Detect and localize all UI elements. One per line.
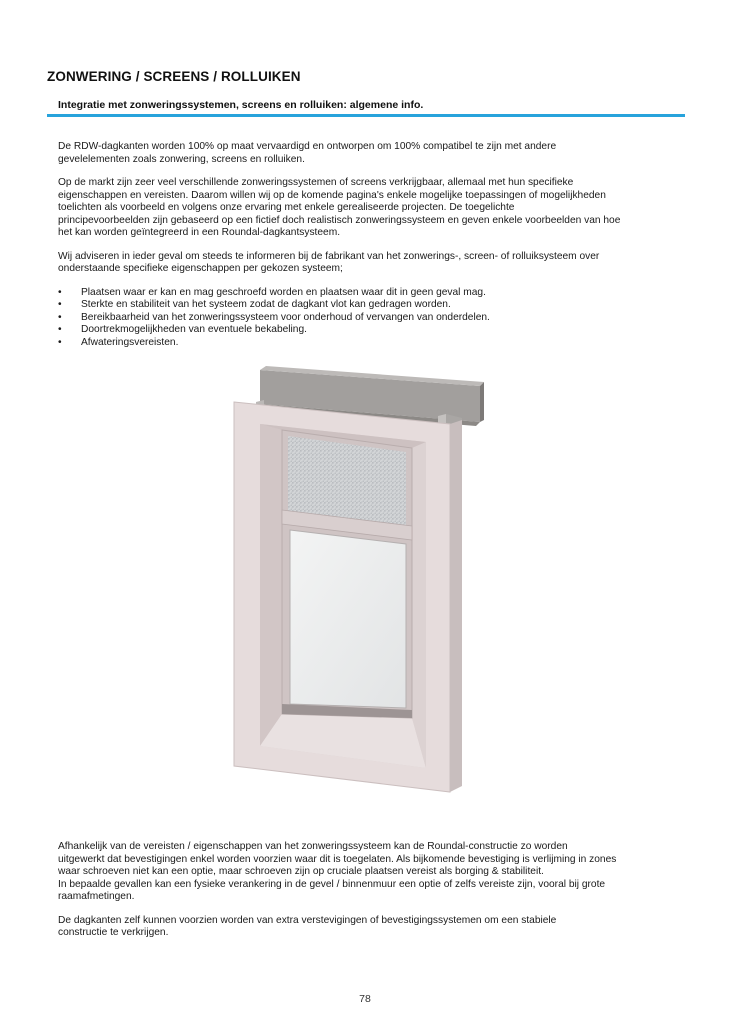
list-item: [58, 337, 688, 350]
page-title: ZONWERING / SCREENS / ROLLUIKEN: [47, 69, 301, 84]
list-item-text: Plaatsen waar er kan en mag geschroefd worden en plaatsen waar dit in geen geval mag.: [81, 286, 486, 298]
section-subtitle: Integratie met zonweringssystemen, screens en rolluiken: algemene info.: [58, 99, 424, 111]
bullet-icon: •: [58, 336, 62, 348]
intro-paragraph-1: De RDW-dagkanten worden 100% op maat vervaardigd en ontworpen om 100% compatibel te zijn met andere gevelelementen zoals zonwering, screens en rolluiken.: [58, 141, 557, 165]
list-item: [58, 287, 688, 300]
list-item-text: Sterkte en stabiliteit van het systeem zodat de dagkant vlot kan gedragen worden.: [81, 299, 451, 310]
window-reveal-illustration: [200, 362, 530, 832]
page-number: 78: [359, 993, 371, 1005]
list-item-text: Doortrekmogelijkheden van eventuele bekabeling.: [81, 324, 307, 335]
reveal-side-edge: [450, 420, 462, 792]
outro-paragraph-1: Afhankelijk van de vereisten / eigenschappen van het zonweringssysteem kan de Roundal-constructie zo worden uitgewerkt dat bevestigingen enkel worden voorzien waar dit is toegelaten. Als bijkomende bevestiging is verlijming in zones waar schroeven niet kan een optie, maar schroeven zijn op cruciale plaatsen vereist als borging & stabiliteit. In bepaalde gevallen kan een fysieke verankering in de gevel / binnenmuur een optie of zelfs vereiste zijn, vooral bij grote raamafmetingen.: [58, 841, 617, 902]
list-item-text: Bereikbaarheid van het zonweringssysteem voor onderhoud of vervangen van onderdelen.: [81, 311, 490, 323]
outro-paragraph-2: De dagkanten zelf kunnen voorzien worden van extra verstevigingen of bevestigingssystemen om een stabiele constructie te verkrijgen.: [58, 914, 557, 938]
list-item: [58, 299, 688, 312]
bullet-icon: •: [58, 299, 62, 310]
bullet-icon: •: [58, 286, 62, 298]
bullet-icon: •: [58, 311, 62, 323]
window-frame: [282, 430, 412, 718]
list-item: [58, 324, 688, 337]
bullet-icon: •: [58, 324, 62, 335]
outro-text: [58, 841, 688, 951]
intro-text: [58, 141, 688, 349]
list-item-text: Afwateringsvereisten.: [81, 336, 179, 348]
intro-paragraph-3: Wij adviseren in ieder geval om steeds te informeren bij de fabrikant van het zonwerings-, screen- of rolluiksysteem over onderstaande specifieke eigenschappen per gekozen systeem;: [58, 250, 600, 274]
list-item: [58, 312, 688, 325]
requirements-list: [58, 287, 688, 350]
section-divider: [47, 114, 685, 117]
glass-pane: [290, 530, 406, 708]
intro-paragraph-2: Op de markt zijn zeer veel verschillende zonweringssystemen of screens verkrijgbaar, allemaal met hun specifieke eigenschappen en vereisten. Daarom willen wij op de komende pagina's enkele mogelijke toepassingen of mogelijkheden toelichten als voorbeeld en volgens onze ervaring met enkele gerealiseerde projecten. De toegelichte principevoorbeelden zijn gebaseerd op een fictief doch realistisch zonweringssysteem en geven enkele voorbeelden van hoe het kan worden geïntegreerd in een Roundal-dagkantsysteem.: [58, 177, 621, 238]
